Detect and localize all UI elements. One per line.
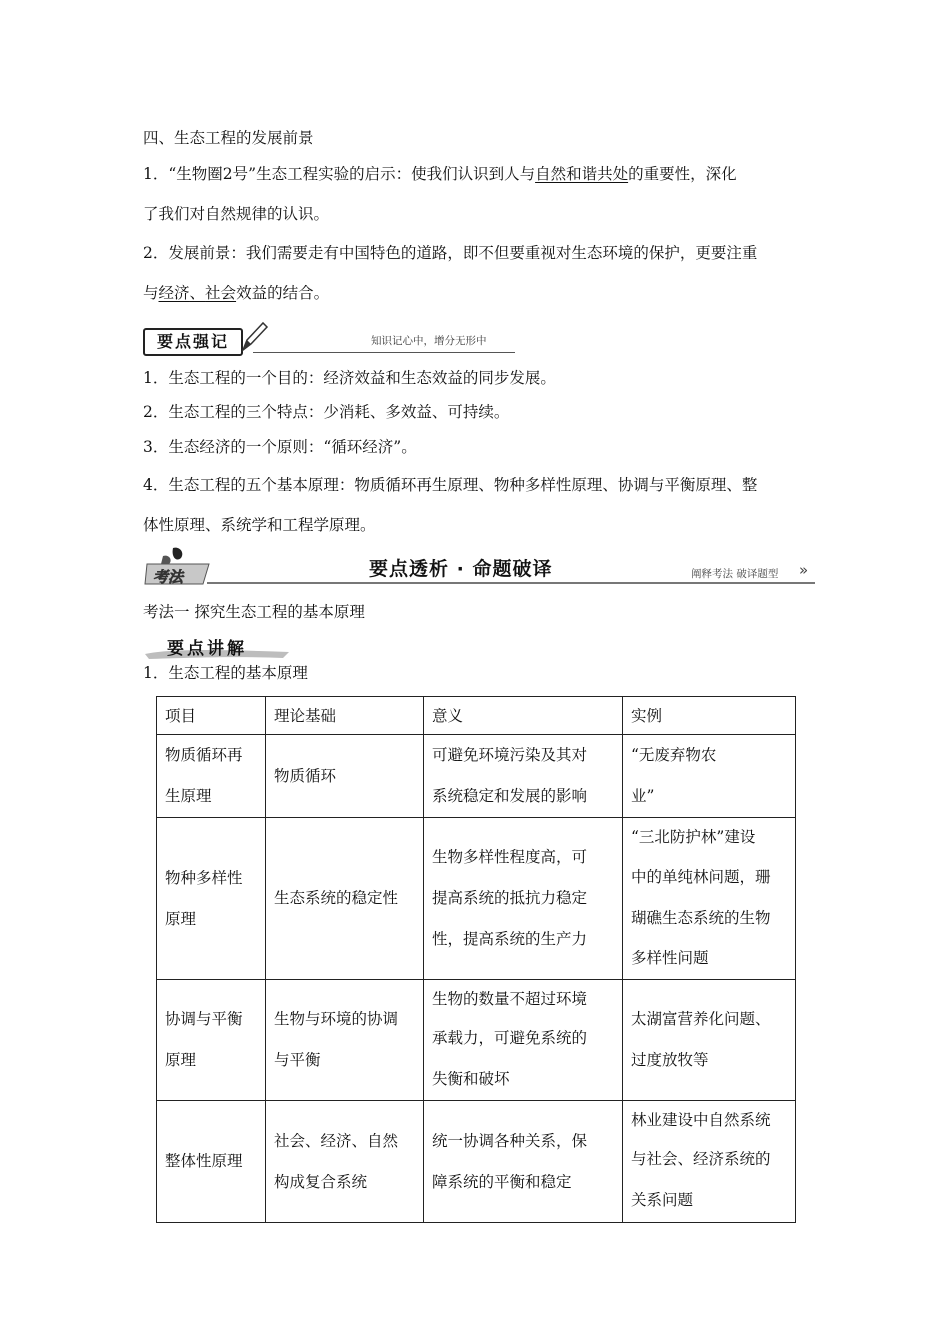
- cell-line: 原理: [165, 909, 197, 928]
- paragraph-line: [143, 283, 329, 303]
- table-cell: [623, 818, 796, 980]
- key-points-tag: 要点强记: [143, 328, 243, 356]
- table-row: [157, 735, 796, 818]
- cell-line: 整体性原理: [165, 1152, 243, 1170]
- cell-line: 承载力，可避免系统的: [432, 1029, 588, 1047]
- text: 的重要性，深化: [628, 165, 737, 183]
- cell-line: 物种多样性: [165, 868, 243, 887]
- cell-line: 性，提高系统的生产力: [432, 930, 588, 948]
- cell-line: 构成复合系统: [274, 1172, 368, 1191]
- underlined-sep: 、: [189, 284, 206, 302]
- cell-line: 系统稳定和发展的影响: [432, 787, 588, 805]
- list-title: 1．生态工程的基本原理: [143, 664, 308, 682]
- cell-line: 物质循环: [274, 766, 337, 785]
- table-header-cell: 意义: [424, 697, 623, 735]
- table-header-cell: 项目: [157, 697, 266, 735]
- cell-line: 可避免环境污染及其对: [432, 746, 588, 764]
- table-cell: [157, 980, 266, 1101]
- table-cell: [424, 1101, 623, 1223]
- kaofa-tag: 考法: [153, 568, 184, 586]
- divider: [207, 582, 815, 584]
- divider: [253, 352, 515, 353]
- key-point-item: 1．生态工程的一个目的：经济效益和生态效益的同步发展。: [143, 369, 556, 387]
- table-header-row: [157, 697, 796, 735]
- cell-line: 中的单纯林问题，珊: [631, 868, 771, 886]
- text: 1．“生物圈2号”生态工程实验的启示：使我们认识到人与: [143, 165, 536, 183]
- cell-line: 过度放牧等: [631, 1051, 709, 1069]
- cell-line: 生物多样性程度高，可: [432, 848, 588, 866]
- cell-line: 失衡和破坏: [432, 1070, 510, 1088]
- underlined-term: 经济: [158, 284, 190, 302]
- cell-line: 提高系统的抵抗力稳定: [432, 889, 588, 907]
- cell-line: 物质循环再: [165, 746, 243, 764]
- underlined-term: 自然和谐共处: [535, 165, 629, 183]
- cell-line: 生态系统的稳定性: [274, 889, 399, 907]
- pencil-icon: [239, 320, 269, 354]
- method-title: 考法一 探究生态工程的基本原理: [143, 603, 365, 621]
- key-points-slogan: 知识记心中，增分无形中: [371, 335, 487, 347]
- underlined-term: 社会: [205, 284, 237, 302]
- table-cell: [424, 980, 623, 1101]
- text: 效益的结合。: [236, 284, 330, 302]
- principles-table: [156, 696, 796, 1223]
- cell-line: 生原理: [165, 787, 212, 805]
- table-cell: [266, 818, 424, 980]
- table-cell: [157, 818, 266, 980]
- text: 与: [143, 284, 159, 302]
- cell-line: 太湖富营养化问题、: [631, 1010, 771, 1028]
- cell-line: 关系问题: [631, 1191, 694, 1209]
- key-points-banner: [143, 328, 523, 358]
- cell-line: 林业建设中自然系统: [631, 1111, 771, 1129]
- cell-line: 业”: [631, 787, 655, 805]
- table-header-cell: 理论基础: [266, 697, 424, 735]
- section-title: 四、生态工程的发展前景: [143, 129, 314, 147]
- table-cell: [157, 735, 266, 818]
- cell-line: 瑚礁生态系统的生物: [631, 909, 771, 927]
- table-cell: [266, 735, 424, 818]
- key-point-item: 3．生态经济的一个原则：“循环经济”。: [143, 438, 417, 456]
- cell-line: 生物与环境的协调: [274, 1010, 399, 1028]
- table-cell: [623, 980, 796, 1101]
- table-cell: [157, 1101, 266, 1223]
- cell-line: 多样性问题: [631, 949, 709, 967]
- cell-line: “三北防护林”建设: [631, 828, 756, 846]
- sub-head-banner: [143, 634, 293, 660]
- kaofa-banner: [143, 546, 815, 586]
- table-cell: [424, 818, 623, 980]
- table-cell: [623, 1101, 796, 1223]
- cell-line: 障系统的平衡和稳定: [432, 1172, 572, 1191]
- sub-head: 要点讲解: [167, 639, 247, 659]
- table-header-cell: 实例: [623, 697, 796, 735]
- cell-line: 生物的数量不超过环境: [432, 990, 588, 1008]
- paragraph-line: 2．发展前景：我们需要走有中国特色的道路，即不但要重视对生态环境的保护，更要注重: [143, 244, 758, 262]
- double-chevron-icon: »: [799, 561, 809, 579]
- paragraph-line: [143, 164, 737, 184]
- table-row: [157, 980, 796, 1101]
- paragraph-line: 了我们对自然规律的认识。: [143, 205, 330, 223]
- cell-line: 协调与平衡: [165, 1010, 243, 1028]
- cell-line: 与社会、经济系统的: [631, 1150, 771, 1168]
- table-cell: [266, 1101, 424, 1223]
- kaofa-subtitle: 阐释考法 破译题型: [691, 568, 779, 580]
- cell-line: 与平衡: [274, 1051, 321, 1069]
- kaofa-title: 要点透析 · 命题破译: [369, 558, 553, 580]
- table-cell: [424, 735, 623, 818]
- table-cell: [623, 735, 796, 818]
- table-row: [157, 1101, 796, 1223]
- cell-line: 统一协调各种关系，保: [432, 1131, 588, 1150]
- key-point-item: 2．生态工程的三个特点：少消耗、多效益、可持续。: [143, 403, 510, 421]
- cell-line: 社会、经济、自然: [274, 1131, 399, 1150]
- table-row: [157, 818, 796, 980]
- key-point-item: 4．生态工程的五个基本原理：物质循环再生原理、物种多样性原理、协调与平衡原理、整: [143, 476, 758, 494]
- cell-line: 原理: [165, 1051, 197, 1069]
- key-point-item: 体性原理、系统学和工程学原理。: [143, 516, 376, 534]
- table-cell: [266, 980, 424, 1101]
- cell-line: “无废弃物农: [631, 746, 717, 764]
